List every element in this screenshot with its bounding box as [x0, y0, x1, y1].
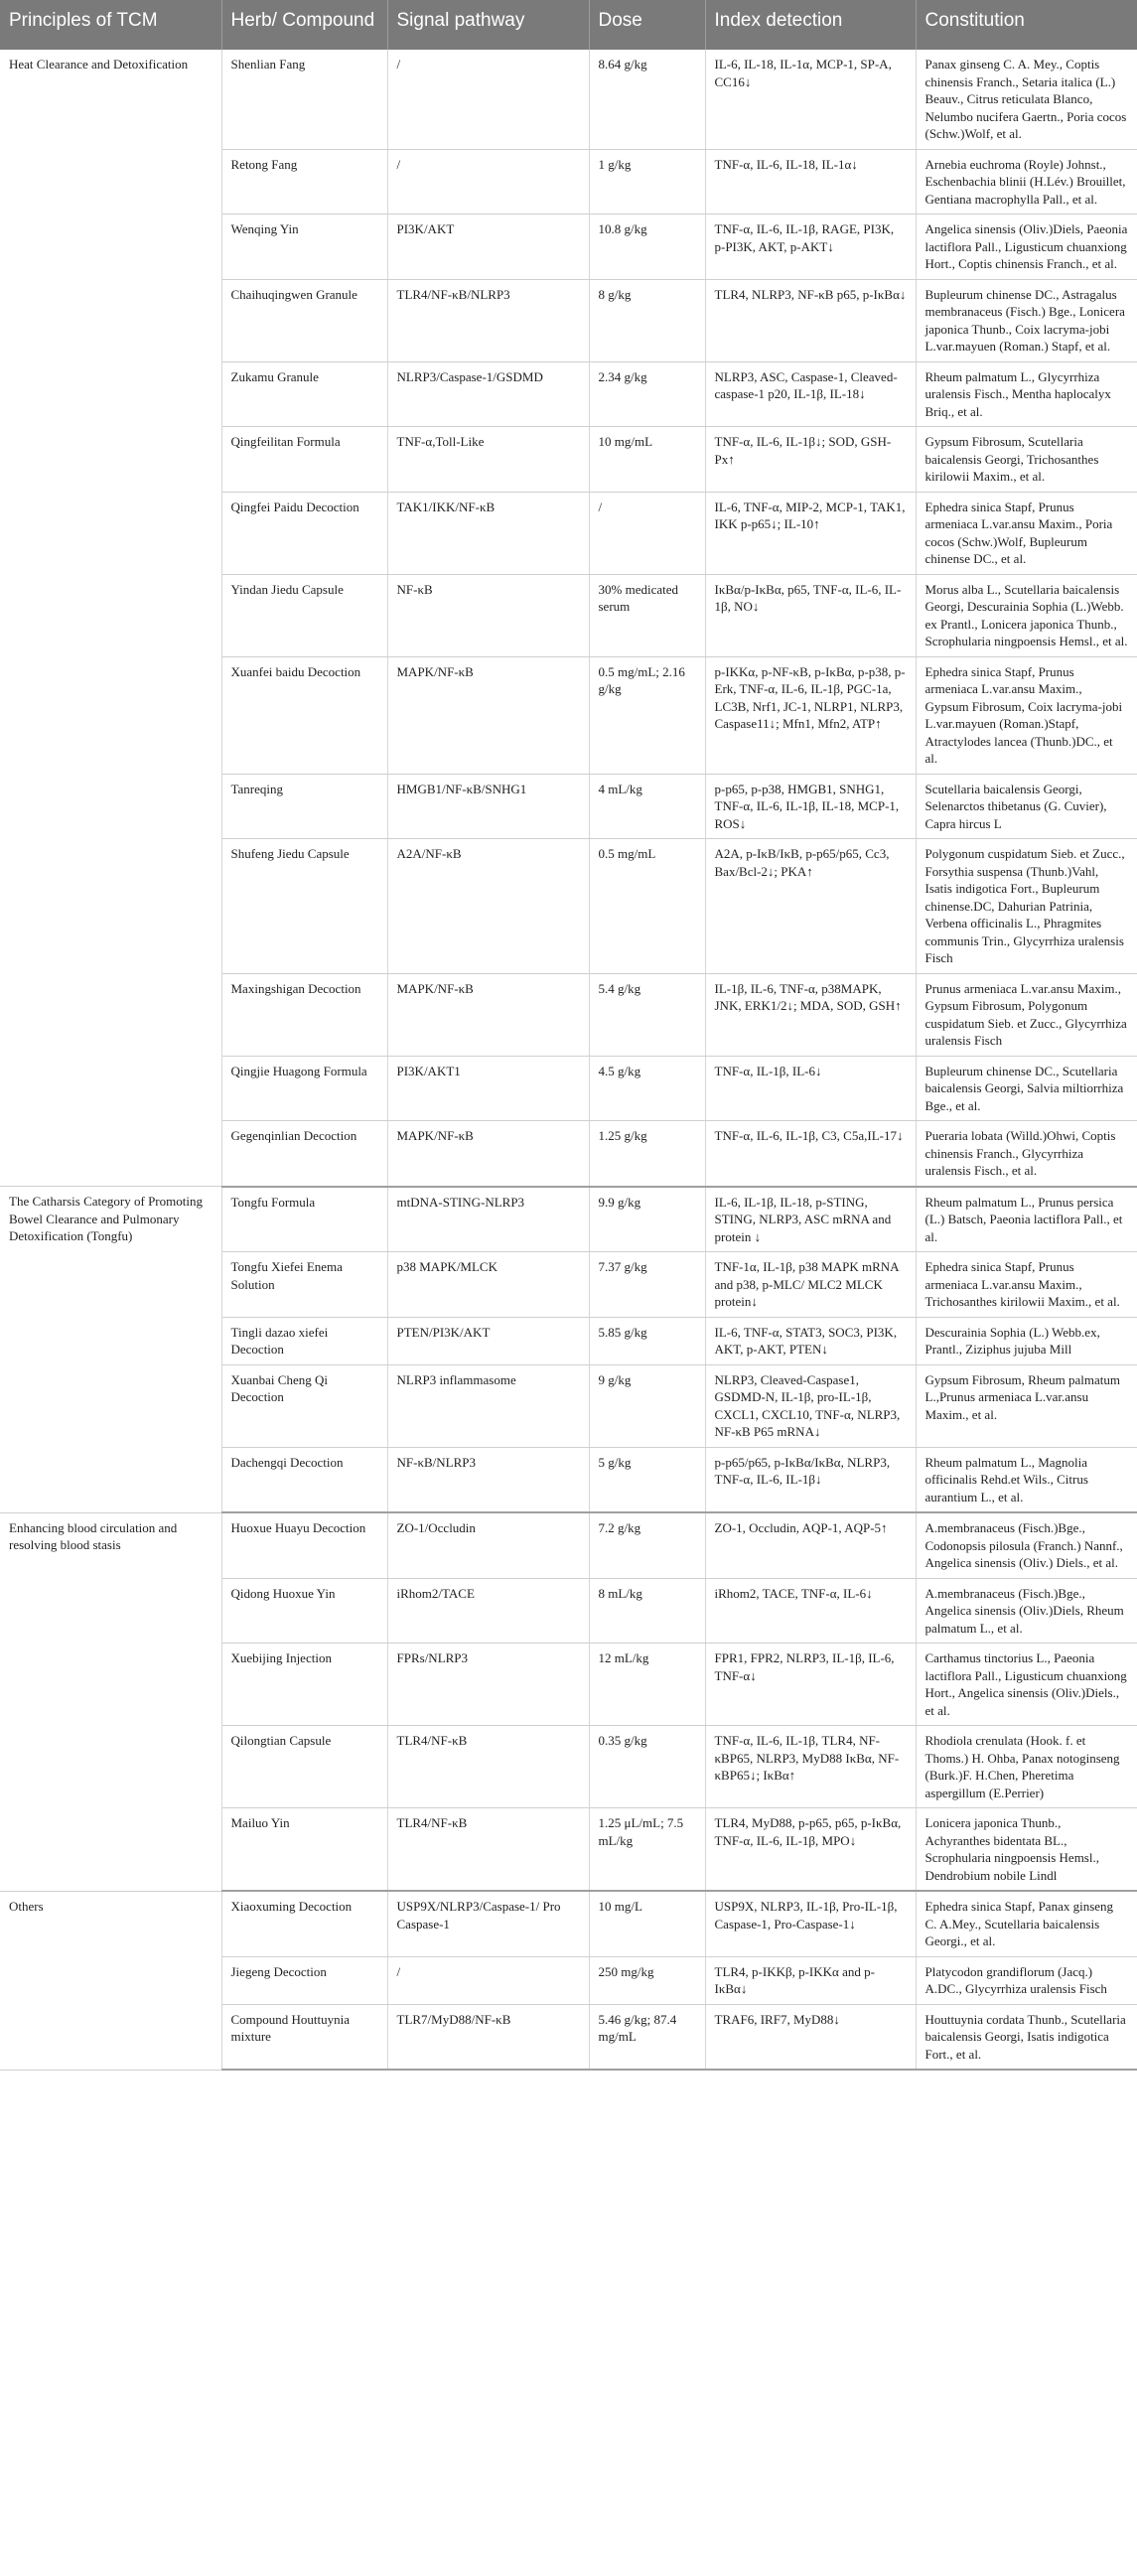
pathway-cell: TLR4/NF-κB/NLRP3 — [387, 279, 589, 361]
constitution-cell: Ephedra sinica Stapf, Prunus armeniaca L.var.ansu Maxim., Gypsum Fibrosum, Coix lacryma-jobi L.var.mayuen (Roman.)Stapf, Atractylodes lancea (Thunb.)DC., et al. — [916, 656, 1137, 774]
constitution-cell: Descurainia Sophia (L.) Webb.ex, Prantl., Ziziphus jujuba Mill — [916, 1317, 1137, 1364]
index-cell: iRhom2, TACE, TNF-α, IL-6↓ — [705, 1578, 916, 1644]
dose-cell: 12 mL/kg — [589, 1644, 705, 1726]
dose-cell: 0.5 mg/mL — [589, 839, 705, 974]
herb-cell: Zukamu Granule — [221, 361, 387, 427]
index-cell: TLR4, p-IKKβ, p-IKKα and p-IκBα↓ — [705, 1956, 916, 2004]
herb-cell: Huoxue Huayu Decoction — [221, 1512, 387, 1578]
herb-cell: Xuanfei baidu Decoction — [221, 656, 387, 774]
index-cell: TNF-α, IL-6, IL-1β, TLR4, NF-κBP65, NLRP3, MyD88 IκBα, NF-κBP65↓; IκBα↑ — [705, 1726, 916, 1808]
herb-cell: Tongfu Xiefei Enema Solution — [221, 1252, 387, 1318]
principle-cell: The Catharsis Category of Promoting Bowel Clearance and Pulmonary Detoxification (Tongfu) — [0, 1187, 221, 1513]
constitution-cell: Rheum palmatum L., Prunus persica (L.) Batsch, Paeonia lactiflora Pall., et al. — [916, 1187, 1137, 1252]
herb-cell: Shenlian Fang — [221, 50, 387, 149]
constitution-cell: Ephedra sinica Stapf, Prunus armeniaca L.var.ansu Maxim., Trichosanthes kirilowii Maxim., et al. — [916, 1252, 1137, 1318]
dose-cell: 8 g/kg — [589, 279, 705, 361]
constitution-cell: Panax ginseng C. A. Mey., Coptis chinensis Franch., Setaria italica (L.) Beauv., Citrus reticulata Blanco, Nelumbo nucifera Gaertn., Poria cocos (Schw.)Wolf, et al. — [916, 50, 1137, 149]
dose-cell: 5.46 g/kg; 87.4 mg/mL — [589, 2004, 705, 2070]
dose-cell: / — [589, 492, 705, 574]
pathway-cell: / — [387, 149, 589, 215]
constitution-cell: Rhodiola crenulata (Hook. f. et Thoms.) H. Ohba, Panax notoginseng (Burk.)F. H.Chen, Pheretima aspergillum (E.Perrier) — [916, 1726, 1137, 1808]
constitution-cell: Morus alba L., Scutellaria baicalensis Georgi, Descurainia Sophia (L.)Webb. ex Prantl., Lonicera japonica Thunb., Scrophularia ningpoensis Hemsl., et al. — [916, 574, 1137, 656]
pathway-cell: TLR4/NF-κB — [387, 1726, 589, 1808]
header-row — [0, 0, 1137, 50]
pathway-cell: MAPK/NF-κB — [387, 1121, 589, 1187]
pathway-cell: mtDNA-STING-NLRP3 — [387, 1187, 589, 1252]
dose-cell: 250 mg/kg — [589, 1956, 705, 2004]
dose-cell: 5.4 g/kg — [589, 973, 705, 1056]
index-cell: TRAF6, IRF7, MyD88↓ — [705, 2004, 916, 2070]
index-cell: IL-6, IL-18, IL-1α, MCP-1, SP-A, CC16↓ — [705, 50, 916, 149]
pathway-cell: NF-κB/NLRP3 — [387, 1447, 589, 1512]
index-cell: IκBα/p-IκBα, p65, TNF-α, IL-6, IL-1β, NO↓ — [705, 574, 916, 656]
index-cell: IL-6, IL-1β, IL-18, p-STING, STING, NLRP3, ASC mRNA and protein ↓ — [705, 1187, 916, 1252]
herb-cell: Xiaoxuming Decoction — [221, 1891, 387, 1956]
dose-cell: 0.35 g/kg — [589, 1726, 705, 1808]
herb-cell: Wenqing Yin — [221, 215, 387, 280]
pathway-cell: USP9X/NLRP3/Caspase-1/ Pro Caspase-1 — [387, 1891, 589, 1956]
header-dose: Dose — [589, 0, 705, 50]
dose-cell: 10 mg/L — [589, 1891, 705, 1956]
constitution-cell: Polygonum cuspidatum Sieb. et Zucc., Forsythia suspensa (Thunb.)Vahl, Isatis indigotica Fort., Bupleurum chinense.DC, Dahurian Patrinia, Verbena officinalis L., Phragmites communis Trin., Glycyrrhiza uralensis Fisch — [916, 839, 1137, 974]
pathway-cell: NLRP3 inflammasome — [387, 1364, 589, 1447]
constitution-cell: Arnebia euchroma (Royle) Johnst., Eschenbachia blinii (H.Lév.) Brouillet, Gentiana macrophylla Pall., et al. — [916, 149, 1137, 215]
constitution-cell: Platycodon grandiflorum (Jacq.) A.DC., Glycyrrhiza uralensis Fisch — [916, 1956, 1137, 2004]
herb-cell: Qingjie Huagong Formula — [221, 1056, 387, 1121]
herb-cell: Yindan Jiedu Capsule — [221, 574, 387, 656]
dose-cell: 7.2 g/kg — [589, 1512, 705, 1578]
dose-cell: 5 g/kg — [589, 1447, 705, 1512]
constitution-cell: A.membranaceus (Fisch.)Bge., Angelica sinensis (Oliv.)Diels, Rheum palmatum L., et al. — [916, 1578, 1137, 1644]
constitution-cell: Scutellaria baicalensis Georgi, Selenarctos thibetanus (G. Cuvier), Capra hircus L — [916, 774, 1137, 839]
herb-cell: Tanreqing — [221, 774, 387, 839]
table-row — [0, 50, 1137, 149]
dose-cell: 9.9 g/kg — [589, 1187, 705, 1252]
herb-cell: Xuebijing Injection — [221, 1644, 387, 1726]
herb-cell: Jiegeng Decoction — [221, 1956, 387, 2004]
dose-cell: 1.25 g/kg — [589, 1121, 705, 1187]
herb-cell: Chaihuqingwen Granule — [221, 279, 387, 361]
pathway-cell: ZO-1/Occludin — [387, 1512, 589, 1578]
index-cell: A2A, p-IκB/IκB, p-p65/p65, Cc3, Bax/Bcl-2↓; PKA↑ — [705, 839, 916, 974]
pathway-cell: NF-κB — [387, 574, 589, 656]
principle-cell: Heat Clearance and Detoxification — [0, 50, 221, 1187]
herb-cell: Tongfu Formula — [221, 1187, 387, 1252]
index-cell: TNF-α, IL-6, IL-1β↓; SOD, GSH-Px↑ — [705, 427, 916, 493]
constitution-cell: Prunus armeniaca L.var.ansu Maxim., Gypsum Fibrosum, Polygonum cuspidatum Sieb. et Zucc., Glycyrrhiza uralensis Fisch — [916, 973, 1137, 1056]
dose-cell: 1.25 μL/mL; 7.5 mL/kg — [589, 1808, 705, 1892]
dose-cell: 7.37 g/kg — [589, 1252, 705, 1318]
constitution-cell: Gypsum Fibrosum, Scutellaria baicalensis Georgi, Trichosanthes kirilowii Maxim., et al. — [916, 427, 1137, 493]
pathway-cell: MAPK/NF-κB — [387, 656, 589, 774]
pathway-cell: PI3K/AKT1 — [387, 1056, 589, 1121]
herb-cell: Maxingshigan Decoction — [221, 973, 387, 1056]
pathway-cell: iRhom2/TACE — [387, 1578, 589, 1644]
table-body — [0, 50, 1137, 2070]
index-cell: NLRP3, Cleaved-Caspase1, GSDMD-N, IL-1β, pro-IL-1β, CXCL1, CXCL10, TNF-α, NLRP3, NF-κB P65 mRNA↓ — [705, 1364, 916, 1447]
herb-cell: Mailuo Yin — [221, 1808, 387, 1892]
constitution-cell: Rheum palmatum L., Glycyrrhiza uralensis Fisch., Mentha haplocalyx Briq., et al. — [916, 361, 1137, 427]
principle-cell: Enhancing blood circulation and resolving blood stasis — [0, 1512, 221, 1891]
pathway-cell: PI3K/AKT — [387, 215, 589, 280]
herb-cell: Tingli dazao xiefei Decoction — [221, 1317, 387, 1364]
dose-cell: 10 mg/mL — [589, 427, 705, 493]
constitution-cell: Ephedra sinica Stapf, Panax ginseng C. A.Mey., Scutellaria baicalensis Georgi., et al. — [916, 1891, 1137, 1956]
index-cell: p-p65/p65, p-IκBα/IκBα, NLRP3, TNF-α, IL-6, IL-1β↓ — [705, 1447, 916, 1512]
pathway-cell: p38 MAPK/MLCK — [387, 1252, 589, 1318]
table-header — [0, 0, 1137, 50]
pathway-cell: HMGB1/NF-κB/SNHG1 — [387, 774, 589, 839]
table-row — [0, 1891, 1137, 1956]
index-cell: TNF-α, IL-6, IL-1β, RAGE, PI3K, p-PI3K, AKT, p-AKT↓ — [705, 215, 916, 280]
index-cell: ZO-1, Occludin, AQP-1, AQP-5↑ — [705, 1512, 916, 1578]
constitution-cell: Ephedra sinica Stapf, Prunus armeniaca L.var.ansu Maxim., Poria cocos (Schw.)Wolf, Bupleurum chinense DC., et al. — [916, 492, 1137, 574]
constitution-cell: Lonicera japonica Thunb., Achyranthes bidentata BL., Scrophularia ningpoensis Hemsl., Dendrobium nobile Lindl — [916, 1808, 1137, 1892]
pathway-cell: TLR4/NF-κB — [387, 1808, 589, 1892]
constitution-cell: Bupleurum chinense DC., Astragalus membranaceus (Fisch.) Bge., Lonicera japonica Thunb., Coix lacryma-jobi L.var.mayuen (Roman.) Stapf, et al. — [916, 279, 1137, 361]
index-cell: IL-6, TNF-α, MIP-2, MCP-1, TAK1, IKK p-p65↓; IL-10↑ — [705, 492, 916, 574]
herb-cell: Dachengqi Decoction — [221, 1447, 387, 1512]
index-cell: TLR4, NLRP3, NF-κB p65, p-IκBα↓ — [705, 279, 916, 361]
herb-cell: Gegenqinlian Decoction — [221, 1121, 387, 1187]
constitution-cell: Carthamus tinctorius L., Paeonia lactiflora Pall., Ligusticum chuanxiong Hort., Angelica sinensis (Oliv.)Diels., et al. — [916, 1644, 1137, 1726]
herb-cell: Xuanbai Cheng Qi Decoction — [221, 1364, 387, 1447]
herb-cell: Compound Houttuynia mixture — [221, 2004, 387, 2070]
dose-cell: 1 g/kg — [589, 149, 705, 215]
constitution-cell: Houttuynia cordata Thunb., Scutellaria baicalensis Georgi, Isatis indigotica Fort., et al. — [916, 2004, 1137, 2070]
dose-cell: 8 mL/kg — [589, 1578, 705, 1644]
pathway-cell: A2A/NF-κB — [387, 839, 589, 974]
index-cell: USP9X, NLRP3, IL-1β, Pro-IL-1β, Caspase-1, Pro-Caspase-1↓ — [705, 1891, 916, 1956]
constitution-cell: Bupleurum chinense DC., Scutellaria baicalensis Georgi, Salvia miltiorrhiza Bge., et al. — [916, 1056, 1137, 1121]
pathway-cell: / — [387, 50, 589, 149]
dose-cell: 4 mL/kg — [589, 774, 705, 839]
pathway-cell: NLRP3/Caspase-1/GSDMD — [387, 361, 589, 427]
header-principles: Principles of TCM — [0, 0, 221, 50]
index-cell: IL-1β, IL-6, TNF-α, p38MAPK, JNK, ERK1/2↓; MDA, SOD, GSH↑ — [705, 973, 916, 1056]
dose-cell: 2.34 g/kg — [589, 361, 705, 427]
pathway-cell: PTEN/PI3K/AKT — [387, 1317, 589, 1364]
header-index: Index detection — [705, 0, 916, 50]
dose-cell: 8.64 g/kg — [589, 50, 705, 149]
index-cell: TLR4, MyD88, p-p65, p65, p-IκBα, TNF-α, IL-6, IL-1β, MPO↓ — [705, 1808, 916, 1892]
dose-cell: 10.8 g/kg — [589, 215, 705, 280]
herb-cell: Qilongtian Capsule — [221, 1726, 387, 1808]
table-row — [0, 1187, 1137, 1252]
dose-cell: 5.85 g/kg — [589, 1317, 705, 1364]
herb-cell: Shufeng Jiedu Capsule — [221, 839, 387, 974]
constitution-cell: Rheum palmatum L., Magnolia officinalis Rehd.et Wils., Citrus aurantium L., et al. — [916, 1447, 1137, 1512]
pathway-cell: TLR7/MyD88/NF-κB — [387, 2004, 589, 2070]
header-constitution: Constitution — [916, 0, 1137, 50]
index-cell: TNF-α, IL-6, IL-18, IL-1α↓ — [705, 149, 916, 215]
pathway-cell: TNF-α,Toll-Like — [387, 427, 589, 493]
pathway-cell: TAK1/IKK/NF-κB — [387, 492, 589, 574]
pathway-cell: / — [387, 1956, 589, 2004]
pathway-cell: FPRs/NLRP3 — [387, 1644, 589, 1726]
principle-cell: Others — [0, 1891, 221, 2070]
dose-cell: 4.5 g/kg — [589, 1056, 705, 1121]
dose-cell: 0.5 mg/mL; 2.16 g/kg — [589, 656, 705, 774]
herb-cell: Qingfeilitan Formula — [221, 427, 387, 493]
index-cell: p-IKKα, p-NF-κB, p-IκBα, p-p38, p-Erk, TNF-α, IL-6, IL-1β, PGC-1a, LC3B, Nrf1, JC-1, NLRP1, NLRP3, Caspase11↓; Mfn1, Mfn2, ATP↑ — [705, 656, 916, 774]
dose-cell: 9 g/kg — [589, 1364, 705, 1447]
table-row — [0, 1512, 1137, 1578]
herb-cell: Qidong Huoxue Yin — [221, 1578, 387, 1644]
constitution-cell: Angelica sinensis (Oliv.)Diels, Paeonia lactiflora Pall., Ligusticum chuanxiong Hort., Coptis chinensis Franch., et al. — [916, 215, 1137, 280]
dose-cell: 30% medicated serum — [589, 574, 705, 656]
index-cell: TNF-1α, IL-1β, p38 MAPK mRNA and p38, p-MLC/ MLC2 MLCK protein↓ — [705, 1252, 916, 1318]
index-cell: TNF-α, IL-1β, IL-6↓ — [705, 1056, 916, 1121]
constitution-cell: Pueraria lobata (Willd.)Ohwi, Coptis chinensis Franch., Glycyrrhiza uralensis Fisch., et al. — [916, 1121, 1137, 1187]
index-cell: IL-6, TNF-α, STAT3, SOC3, PI3K, AKT, p-AKT, PTEN↓ — [705, 1317, 916, 1364]
herb-cell: Retong Fang — [221, 149, 387, 215]
header-herb: Herb/ Compound — [221, 0, 387, 50]
index-cell: FPR1, FPR2, NLRP3, IL-1β, IL-6, TNF-α↓ — [705, 1644, 916, 1726]
constitution-cell: Gypsum Fibrosum, Rheum palmatum L.,Prunus armeniaca L.var.ansu Maxim., et al. — [916, 1364, 1137, 1447]
header-pathway: Signal pathway — [387, 0, 589, 50]
pathway-cell: MAPK/NF-κB — [387, 973, 589, 1056]
index-cell: p-p65, p-p38, HMGB1, SNHG1, TNF-α, IL-6, IL-1β, IL-18, MCP-1, ROS↓ — [705, 774, 916, 839]
index-cell: TNF-α, IL-6, IL-1β, C3, C5a,IL-17↓ — [705, 1121, 916, 1187]
constitution-cell: A.membranaceus (Fisch.)Bge., Codonopsis pilosula (Franch.) Nannf., Angelica sinensis (Oliv.) Diels., et al. — [916, 1512, 1137, 1578]
herb-cell: Qingfei Paidu Decoction — [221, 492, 387, 574]
index-cell: NLRP3, ASC, Caspase-1, Cleaved-caspase-1 p20, IL-1β, IL-18↓ — [705, 361, 916, 427]
